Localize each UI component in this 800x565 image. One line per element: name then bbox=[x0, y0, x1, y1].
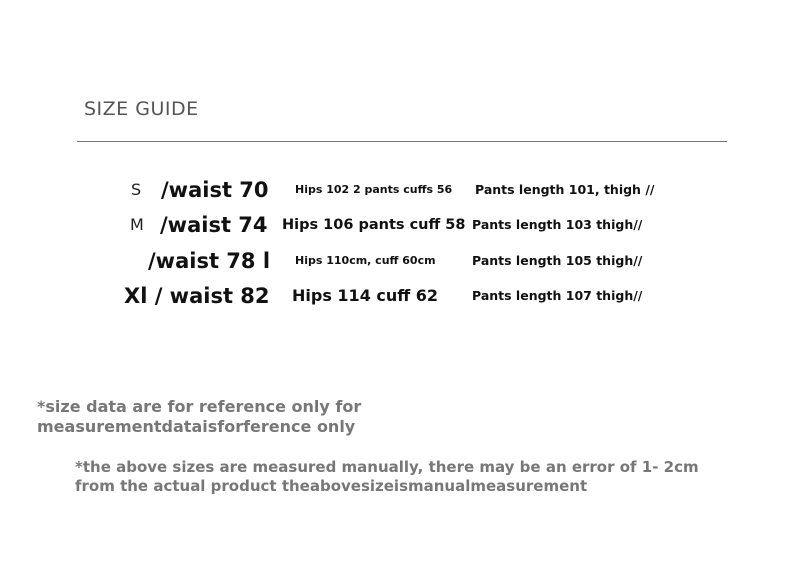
reference-note-line: measurementdataisforference only bbox=[37, 417, 356, 436]
manual-note-line: from the actual product theabovesizeismanualmeasurement bbox=[75, 477, 588, 495]
waist-value: /waist 70 bbox=[161, 178, 269, 202]
reference-note-line: *size data are for reference only for bbox=[37, 397, 362, 416]
size-row-xl bbox=[0, 281, 800, 311]
manual-measurement-note bbox=[75, 458, 699, 496]
size-label: M bbox=[130, 215, 144, 234]
reference-note bbox=[37, 397, 361, 437]
hips-value: Hips 102 2 pants cuffs 56 bbox=[295, 183, 453, 196]
size-row-l bbox=[0, 246, 800, 276]
size-guide-title: SIZE GUIDE bbox=[84, 98, 199, 120]
hips-value: Hips 106 pants cuff 58 bbox=[282, 217, 466, 233]
waist-value: Xl / waist 82 bbox=[124, 284, 270, 308]
size-row-m bbox=[0, 210, 800, 240]
hips-value: Hips 110cm, cuff 60cm bbox=[295, 254, 436, 267]
size-label: S bbox=[131, 180, 142, 199]
waist-value: /waist 78 l bbox=[148, 249, 271, 273]
waist-value: /waist 74 bbox=[160, 213, 268, 237]
pants-length-value: Pants length 101, thigh // bbox=[475, 182, 655, 197]
size-row-s bbox=[0, 175, 800, 205]
pants-length-value: Pants length 107 thigh// bbox=[472, 288, 643, 303]
manual-note-line: *the above sizes are measured manually, there may be an error of 1- 2cm bbox=[75, 458, 699, 476]
hips-value: Hips 114 cuff 62 bbox=[292, 286, 439, 305]
title-divider bbox=[77, 141, 727, 142]
pants-length-value: Pants length 105 thigh// bbox=[472, 253, 643, 268]
pants-length-value: Pants length 103 thigh// bbox=[472, 217, 643, 232]
